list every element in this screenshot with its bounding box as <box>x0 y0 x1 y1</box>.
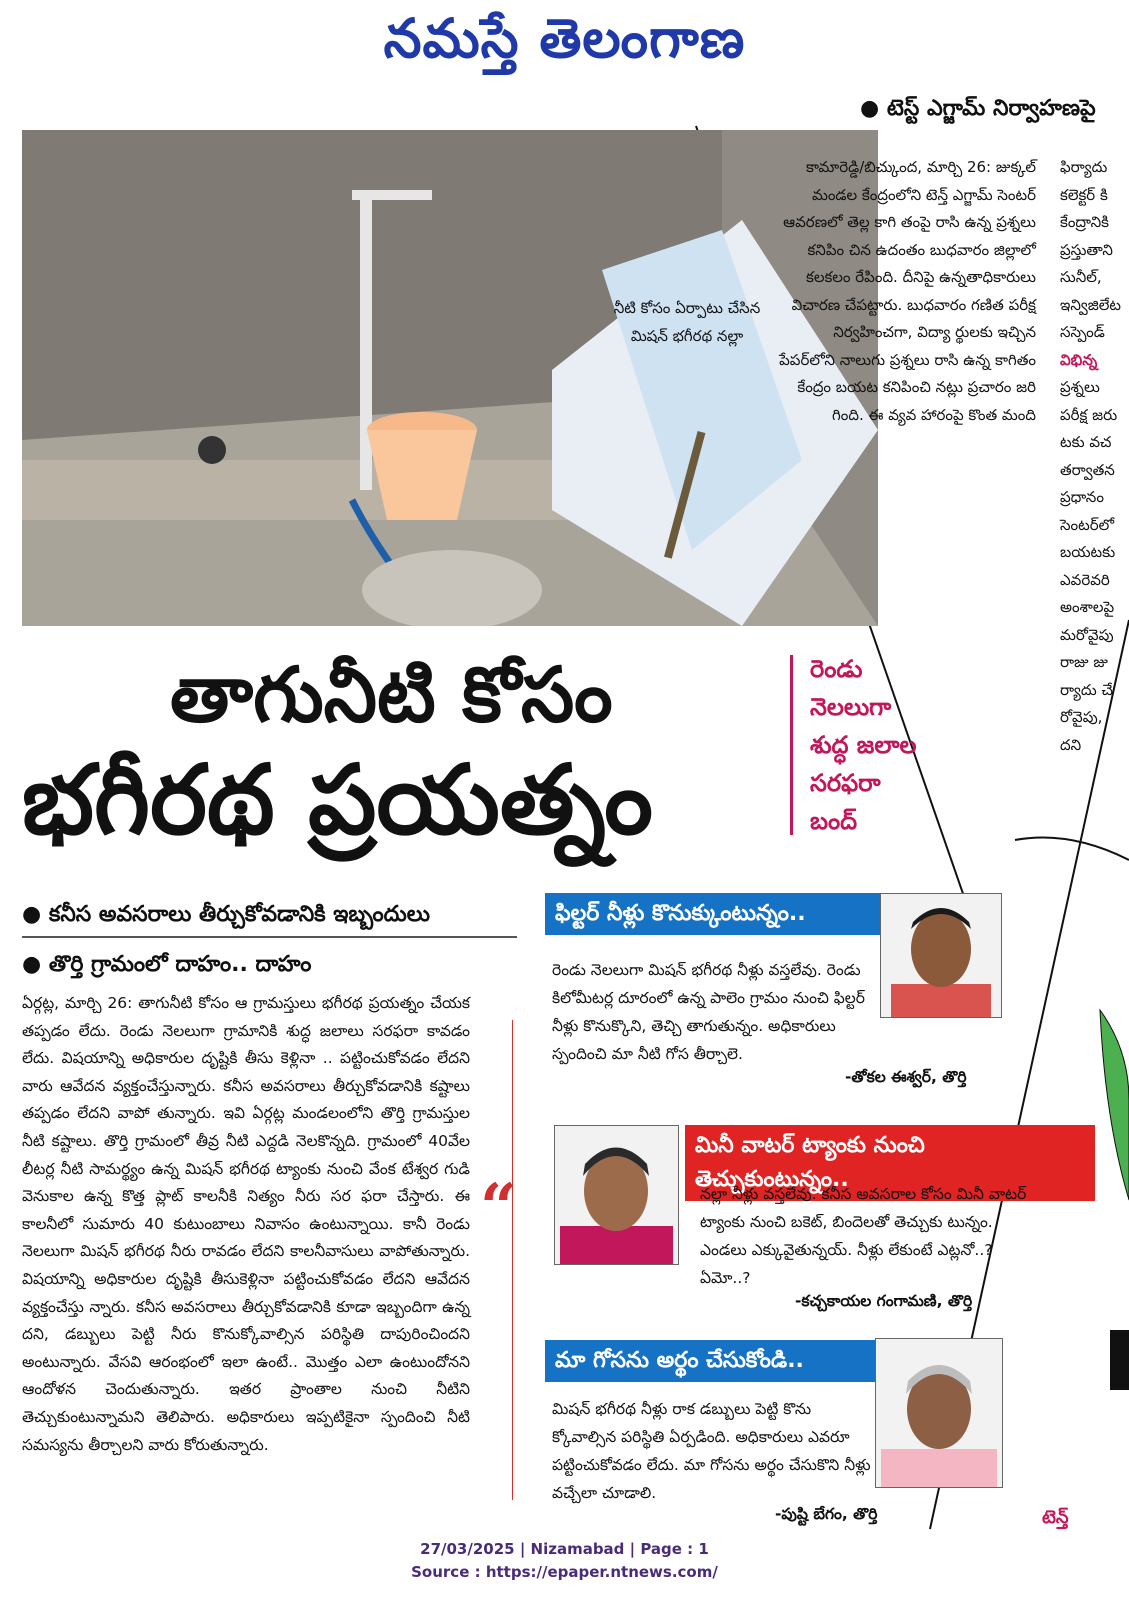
col3-line: సెంటర్‌లో <box>1060 515 1115 534</box>
col3-line: ప్రస్తుతాని <box>1060 240 1113 259</box>
main-story: ఏర్గట్ల, మార్చి 26: తాగునీటి కోసం ఆ గ్రామస్తులు భగీరథ ప్రయత్నం చేయక తప్పడం లేదు. రెండు నెలలుగా గ్రామానికి శుద్ధ జలాలు సరఫరా కావడం లేదు. విషయాన్ని అధికారుల దృష్టికి తీసు కెళ్లినా .. పట్టించుకోవడం లేదని వారు ఆవేదన వ్యక్తంచేస్తున్నారు. కనీస అవసరాలు తీర్చుకోవడానికి కష్టాలు తప్పడం లేదని వాపో తున్నారు. ఇవి ఏర్గట్ల మండలంలోని తొర్తి గ్రామస్తుల నీటి కష్టాలు. తొర్తి గ్రామంలో తీవ్ర నీటి ఎద్దడి నెలకొన్నది. గ్రామంలో 40వేల లీటర్ల నీటి సామర్థ్యం ఉన్న మిషన్ భగీరథ ట్యాంకు నుంచి వేంక టేశ్వర గుడి వెనుకాల ఉన్న కొత్త ప్లాట్ కాలనీకి నిత్యం నీరు సర ఫరా చేస్తారు. ఈ కాలనీలో సుమారు 40 కుటుంబాలు నివాసం ఉంటున్నాయి. కానీ రెండు నెలలుగా మిషన్ భగీరథ నీరు రావడం లేదని కాలనీవాసులు వాపోతున్నారు. విషయాన్ని అధికారుల దృష్టికి తీసుకెళ్లినా పట్టించుకోవడం లేదని ఆవేదన వ్యక్తంచేస్తు న్నారు. కనీస అవసరాలు తీర్చుకోవడానికి కూడా ఇబ్బందిగా ఉన్న దని, డబ్బులు పెట్టి నీరు కొనుక్కోవాల్సిన పరిస్థితి దాపురించిందని అంటున్నారు. వేసవి ఆరంభంలో ఇలా ఉంటే.. మొత్తం ఎలా ఉంటుందోనని ఆందోళన చెందుతున్నారు. ఇతర ప్రాంతాల నుంచి నీటిని తెచ్చుకుంటున్నామని తెలిపారు. అధికారులు ఇప్పటికైనా స్పందించి నీటి సమస్యను తీర్చాలని వారు కోరుతున్నారు. <box>22 994 470 1454</box>
col3-line: బయటకు <box>1060 543 1116 561</box>
bullet-divider <box>22 936 517 938</box>
col3-line: సునీల్, <box>1060 268 1102 286</box>
col3-line: ప్రశ్నలు <box>1060 378 1100 396</box>
quote-3-banner: మా గోసను అర్థం చేసుకోండి.. <box>545 1340 875 1382</box>
bullet-2-text: తొర్తి గ్రామంలో దాహం.. దాహం <box>48 952 312 977</box>
quote-1-text: రెండు నెలలుగా మిషన్ భగీరథ నీళ్లు వస్తలేవు. రెండు కిలోమీటర్ల దూరంలో ఉన్న పాలెం గ్రామం నుంచి ఫిల్టర్ నీళ్లు కొనుక్కొని, తెచ్చి తాగుతున్నం. అధికారులు స్పందించి మా నీటి గోస తీర్చాలె. <box>552 961 865 1063</box>
quote-1-signature: -తోకల ఈశ్వర్, తొర్తి <box>845 1068 967 1086</box>
subheadline <box>810 650 970 840</box>
quote-3-signature: -పుష్టి బేగం, తొర్తి <box>775 1505 878 1523</box>
headline-line-1: తాగునీటి కోసం <box>170 650 613 739</box>
side-column-3 <box>1060 154 1129 759</box>
col3-line: కలెక్టర్ కి <box>1060 185 1108 204</box>
headline-line-2: భగీరథ ప్రయత్నం <box>22 743 653 856</box>
col3-line: రాజు జు <box>1060 653 1108 671</box>
quote-rule <box>512 1020 513 1500</box>
man-portrait-icon <box>881 894 1001 1017</box>
col3-line: ఇన్విజిలేట <box>1060 295 1121 314</box>
col3-line: విభిన్న <box>1060 350 1098 369</box>
subhead-line: శుద్ధ జలాల <box>810 731 917 759</box>
col3-line: పరీక్ష జరు <box>1060 405 1118 424</box>
quote-2-signature: -కచ్చకాయల గంగామణి, తొర్తి <box>795 1292 973 1310</box>
quote-mark-icon: “ <box>480 1170 517 1245</box>
col3-line: రోవైపు, <box>1060 708 1103 726</box>
footer-date-edition: 27/03/2025 | Nizamabad | Page : 1 <box>420 1540 709 1558</box>
col3-line: మరోవైపు <box>1060 625 1114 644</box>
col3-line: ర్యాదు చే <box>1060 680 1113 699</box>
top-bullet-text: టెస్ట్ ఎగ్జామ్ నిర్వాహణపై <box>886 96 1096 121</box>
quote-2-banner: మినీ వాటర్ ట్యాంకు నుంచి తెచ్చుకుంటున్నం.. <box>685 1125 1095 1201</box>
bullet-2: ● తొర్తి గ్రామంలో దాహం.. దాహం <box>22 952 312 977</box>
photo-caption: నీటి కోసం ఏర్పాటు చేసిన మిషన్ భగీరథ నల్లా <box>613 299 761 345</box>
quote-1-banner: ఫిల్టర్ నీళ్లు కొనుక్కుంటున్నం.. <box>545 893 885 935</box>
side-story: కామారెడ్డి/బిచ్కుంద, మార్చి 26: జుక్కల్ మండల కేంద్రంలోని టెన్త్ ఎగ్జామ్ సెంటర్ ఆవరణలో తెల్ల కాగి తంపై రాసి ఉన్న ప్రశ్నలు కనిపిం చిన ఉదంతం బుధవారం జిల్లాలో కలకలం రేపింది. దీనిపై ఉన్నతాధికారులు విచారణ చేపట్టారు. బుధవారం గణిత పరీక్ష నిర్వహించగా, విద్యా ర్థులకు ఇచ్చిన పేపర్‌లోని నాలుగు ప్రశ్నలు రాసి ఉన్న కాగితం కేంద్రం బయట కనిపించి నట్లు ప్రచారం జరి గింది. ఈ వ్యవ హారంపై కొంత మంది <box>779 158 1036 424</box>
col3-line: టకు వచ <box>1060 433 1112 451</box>
subhead-line: బంద్ <box>810 807 858 835</box>
masthead: నమస్తే తెలంగాణ <box>383 6 746 70</box>
subhead-line: రెండు <box>810 655 863 683</box>
water-tap-photo <box>22 130 878 626</box>
col3-line: ఎవరెవరి <box>1060 570 1110 589</box>
subhead-line: నెలలుగా <box>810 693 892 721</box>
news-photo <box>22 130 878 626</box>
col3-line: సస్పెండ్ <box>1060 323 1105 341</box>
quote-3-portrait <box>875 1338 1003 1488</box>
woman-portrait-icon <box>555 1126 678 1264</box>
next-story-teaser: టెన్త్ <box>1042 1507 1069 1528</box>
col3-line: దని <box>1060 735 1082 754</box>
col3-line: ప్రధానం <box>1060 488 1104 506</box>
quote-3-text: మిషన్ భగీరథ నీళ్లు రాక డబ్బులు పెట్టి కొను క్కోవాల్సిన పరిస్థితి ఏర్పడింది. అధికారులు ఎవరూ పట్టించుకోవడం లేదు. మా గోసను అర్థం చేసుకొని నీళ్లు వచ్చేలా చూడాలి. <box>552 1400 871 1502</box>
col3-line: కేంద్రానికి <box>1060 213 1109 231</box>
quote-1-portrait <box>880 893 1002 1018</box>
bullet-1: ● కనీస అవసరాలు తీర్చుకోవడానికి ఇబ్బందులు <box>22 902 430 927</box>
footer-source[interactable]: Source : https://epaper.ntnews.com/ <box>411 1563 718 1581</box>
quote-2-portrait <box>554 1125 679 1265</box>
subhead-rule <box>790 655 793 835</box>
elder-woman-portrait-icon <box>876 1339 1002 1487</box>
col3-line: ఫిర్యాదు <box>1060 158 1108 176</box>
col3-line: అంశాలపై <box>1060 598 1115 616</box>
subhead-line: సరఫరా <box>810 769 881 797</box>
top-bullet: ● టెస్ట్ ఎగ్జామ్ నిర్వాహణపై <box>860 96 1096 121</box>
quote-2-text: నల్లా నీళ్లు వస్తలేవు. కనీస అవసరాల కోసం మినీ వాటర్ ట్యాంకు నుంచి బకెట్, బిందెలతో తెచ్చుకు టున్నం. ఎండలు ఎక్కువైతున్నయ్. నీళ్లు లేకుంటే ఎట్లనో..? ఏమో..? <box>700 1185 1027 1287</box>
col3-line: తర్వాతన <box>1060 460 1115 479</box>
bullet-1-text: కనీస అవసరాలు తీర్చుకోవడానికి ఇబ్బందులు <box>48 902 430 927</box>
